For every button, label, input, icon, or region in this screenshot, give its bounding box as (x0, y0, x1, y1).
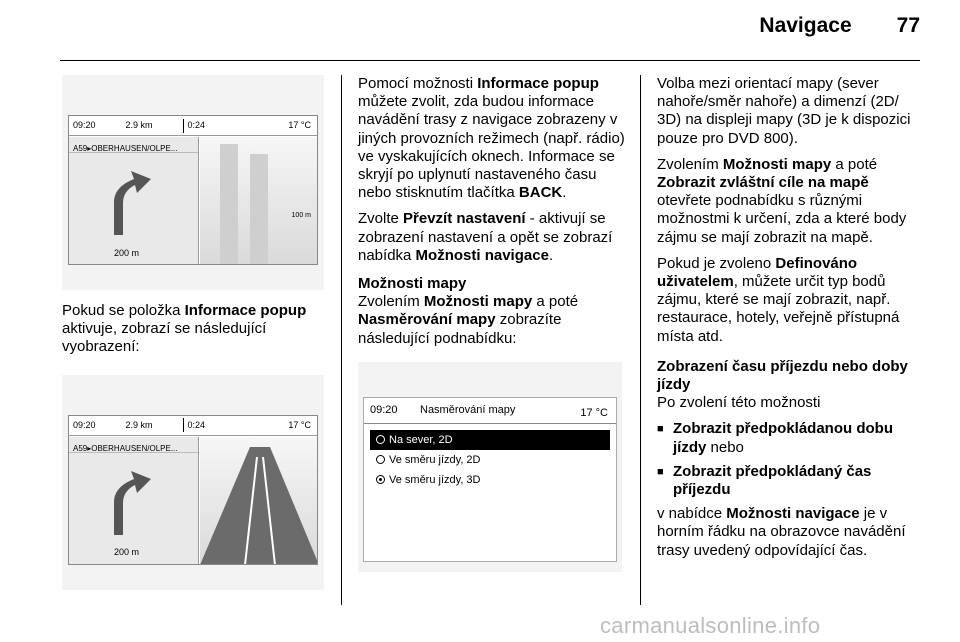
paragraph: Volba mezi orientací mapy (sever nahoře/směr nahoře) a dimenzí (2D/ 3D) na displeji mapy (3D je k dispozici pouze pro DVD 800). (657, 75, 911, 147)
menu-option-heading-2d[interactable]: Ve směru jízdy, 2D (370, 450, 610, 470)
watermark: carmanualsonline.info (600, 613, 821, 638)
road-name: A59▸OBERHAUSEN/OLPE... (69, 437, 198, 453)
column-3 (657, 75, 925, 568)
map-road (220, 144, 238, 264)
menu-header (364, 398, 616, 424)
turn-panel (69, 137, 199, 265)
separator (183, 119, 184, 133)
column-2 (358, 75, 626, 572)
status-bar (69, 116, 317, 136)
status-bar (69, 416, 317, 436)
clock: 09:20 (73, 120, 96, 131)
paragraph: Zvolením Možnosti mapy a poté Nasměrování mapy zobrazíte následující podnabídku: (358, 293, 579, 347)
map-road (250, 154, 268, 264)
nav-display (68, 415, 318, 565)
separator (183, 418, 184, 432)
temperature: 17 °C (580, 406, 608, 419)
map-scale: 100 m (291, 212, 311, 219)
paragraph: Pokud je zvoleno Definováno uživatelem, můžete určit typ bodů zájmu, které se mají zobrazit, např. restaurace, hotely, veřejně přístupná místa atd. (657, 254, 900, 345)
maneuver-distance: 200 m (114, 247, 140, 258)
paragraph: Zvolením Možnosti mapy a poté Zobrazit zvláštní cíle na mapě otevřete podnabídku s různými možnostmi k určení, zda a které body zájmu se mají zobrazit na mapě. (657, 155, 907, 246)
eta-readout: 0:24 (187, 420, 206, 430)
turn-panel (69, 437, 199, 565)
paragraph: Po zvolení této možnosti (657, 394, 821, 412)
lane-view (200, 437, 317, 564)
radio-selected-icon (376, 475, 385, 484)
maneuver-distance: 200 m (114, 547, 140, 558)
temperature: 17 °C (288, 120, 311, 131)
paragraph: Pokud se položka Informace popup aktivuje, zobrazí se následující vyobrazení: (62, 302, 307, 356)
distance-readout: 2.9 km (125, 120, 153, 131)
radio-icon (376, 435, 385, 444)
paragraph: v nabídce Možnosti navigace je v horním řádku na obrazovce navádění trasy uvedený odpovídající čas. (657, 505, 906, 559)
eta-readout: 0:24 (187, 120, 206, 131)
section-heading: Zobrazení času příjezdu nebo doby jízdy (657, 357, 908, 394)
list-item: ■ Zobrazit předpokládaný čas příjezdu (657, 462, 872, 499)
column-divider (640, 75, 641, 605)
figure-popup-screen-3d (62, 375, 324, 590)
page-title: Navigace (759, 14, 852, 37)
clock: 09:20 (370, 404, 398, 417)
header-rule (60, 60, 920, 61)
road-name: A59▸OBERHAUSEN/OLPE... (69, 137, 198, 153)
distance-readout: 2.9 km (125, 420, 153, 430)
menu-title: Nasměrování mapy (420, 404, 516, 417)
column-1 (62, 75, 324, 590)
map-view (200, 137, 317, 264)
paragraph: Pomocí možnosti Informace popup můžete zvolit, zda budou informace navádění trasy z navigace zobrazeny v jiných provozních režimech (např. rádio) ve vyskakujících oknech. Informace se skryjí po uplynutí nastaveného času nebo stisknutím tlačítka BACK. (358, 75, 625, 202)
lane-guidance-icon (200, 437, 318, 565)
page-number: 77 (896, 14, 920, 37)
menu-display (363, 397, 617, 562)
menu-option-heading-3d[interactable]: Ve směru jízdy, 3D (370, 470, 610, 490)
section-heading: Možnosti mapy (358, 275, 467, 293)
page-header (60, 14, 920, 54)
clock: 09:20 (73, 420, 96, 430)
temperature: 17 °C (288, 420, 311, 430)
turn-arrow-icon (99, 467, 159, 537)
bullet-icon: ■ (657, 465, 664, 478)
menu-option-north-2d[interactable]: Na sever, 2D (370, 430, 610, 450)
nav-display (68, 115, 318, 265)
bullet-icon: ■ (657, 423, 664, 436)
figure-popup-screen (62, 75, 324, 290)
turn-arrow-icon (99, 167, 159, 237)
column-divider (341, 75, 342, 605)
figure-map-orientation-menu (358, 362, 622, 572)
radio-icon (376, 455, 385, 464)
list-item: ■ Zobrazit předpokládanou dobu jízdy nebo (657, 420, 893, 456)
paragraph: Zvolte Převzít nastavení - aktivují se zobrazení nastavení a opět se zobrazí nabídka Možnosti navigace. (358, 210, 613, 264)
